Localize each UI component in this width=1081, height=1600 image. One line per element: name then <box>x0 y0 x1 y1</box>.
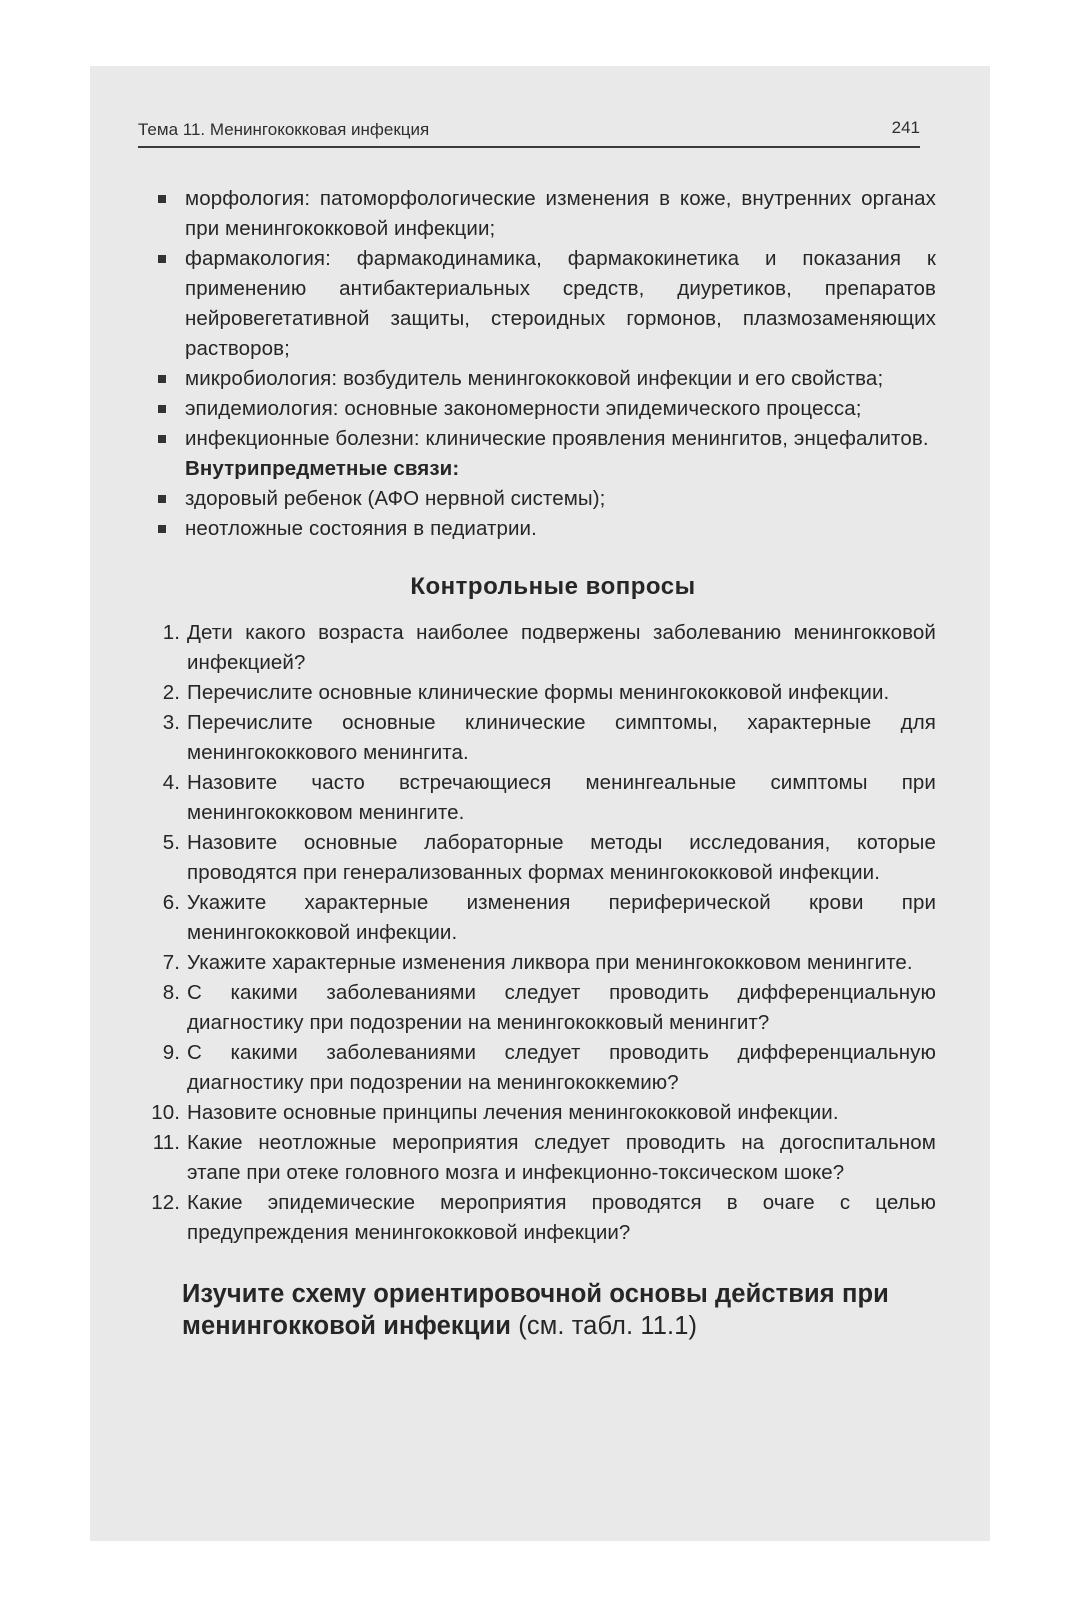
list-item: неотложные состояния в педиатрии. <box>150 514 936 544</box>
question-text: Назовите основные принципы лечения менингококковой инфекции. <box>187 1101 839 1124</box>
square-bullet-icon <box>158 525 166 533</box>
question-number: 8. <box>162 981 180 1004</box>
question-item <box>150 678 936 708</box>
question-text: Какие неотложные мероприятия следует проводить на догоспитальном этапе при отеке головного мозга и инфекционно-токсическом шоке? <box>187 1131 936 1184</box>
page-number: 241 <box>891 118 920 137</box>
question-number: 12. <box>151 1191 180 1214</box>
question-text: Дети какого возраста наиболее подвержены заболеванию менингокковой инфекцией? <box>187 621 936 674</box>
question-number: 9. <box>162 1041 180 1064</box>
list-item: эпидемиология: основные закономерности эпидемического процесса; <box>150 394 936 424</box>
question-item <box>150 708 936 768</box>
square-bullet-icon <box>158 255 166 263</box>
final-heading <box>150 1278 936 1342</box>
question-text: Назовите часто встречающиеся менингеальные симптомы при менингококковом менингите. <box>187 771 936 824</box>
list-item: фармакология: фармакодинамика, фармакокинетика и показания к применению антибактериальных средств, диуретиков, препаратов нейровегетативной защиты, стероидных гормонов, плазмозаменяющих растворов; <box>150 244 936 364</box>
question-item <box>150 828 936 888</box>
question-number: 7. <box>162 951 180 974</box>
question-number: 3. <box>162 711 180 734</box>
question-number: 11. <box>152 1131 180 1154</box>
running-header <box>138 118 920 148</box>
question-text: Укажите характерные изменения периферической крови при менингококковой инфекции. <box>187 891 936 944</box>
final-heading-text: Изучите схему ориентировочной основы действия при менингокковой инфекции <box>182 1280 889 1340</box>
intrasubject-heading: Внутрипредметные связи: <box>185 457 460 480</box>
page-content <box>150 184 936 1342</box>
question-item <box>150 888 936 948</box>
question-item <box>150 618 936 678</box>
list-item: микробиология: возбудитель менингококковой инфекции и его свойства; <box>150 364 936 394</box>
question-number: 2. <box>162 681 180 704</box>
book-page <box>90 66 990 1541</box>
question-item <box>150 1128 936 1188</box>
question-text: Укажите характерные изменения ликвора при менингококковом менингите. <box>187 951 913 974</box>
list-item: морфология: патоморфологические изменения в коже, внутренних органах при менингококковой инфекции; <box>150 184 936 244</box>
question-number: 6. <box>162 891 180 914</box>
list-item: инфекционные болезни: клинические проявления менингитов, энцефалитов. <box>150 424 936 454</box>
question-item <box>150 768 936 828</box>
square-bullet-icon <box>158 405 166 413</box>
question-number: 1. <box>162 621 180 644</box>
question-text: С какими заболеваниями следует проводить дифференциальную диагностику при подозрении на менингококкемию? <box>187 1041 936 1094</box>
square-bullet-icon <box>158 195 166 203</box>
question-text: С какими заболеваниями следует проводить дифференциальную диагностику при подозрении на менингококковый менингит? <box>187 981 936 1034</box>
question-item <box>150 1098 936 1128</box>
table-reference: (см. табл. 11.1) <box>518 1312 698 1340</box>
square-bullet-icon <box>158 495 166 503</box>
list-item: здоровый ребенок (АФО нервной системы); <box>150 484 936 514</box>
header-title: Тема 11. Менингококковая инфекция <box>138 120 430 139</box>
interdisciplinary-links-list <box>150 184 936 454</box>
section-title: Контрольные вопросы <box>410 573 696 600</box>
control-questions-list <box>150 618 936 1248</box>
question-number: 4. <box>162 771 180 794</box>
square-bullet-icon <box>158 435 166 443</box>
question-text: Назовите основные лабораторные методы исследования, которые проводятся при генерализованных формах менингококковой инфекции. <box>187 831 936 884</box>
intrasubject-links-list <box>150 484 936 544</box>
question-item <box>150 948 936 978</box>
question-item <box>150 1188 936 1248</box>
question-item <box>150 1038 936 1098</box>
question-item <box>150 978 936 1038</box>
question-text: Перечислите основные клинические формы менингококковой инфекции. <box>187 681 890 704</box>
question-text: Перечислите основные клинические симптомы, характерные для менингококкового менингита. <box>187 711 936 764</box>
question-number: 5. <box>162 831 180 854</box>
question-number: 10. <box>151 1101 180 1124</box>
square-bullet-icon <box>158 375 166 383</box>
question-text: Какие эпидемические мероприятия проводятся в очаге с целью предупреждения менингококковой инфекции? <box>187 1191 936 1244</box>
